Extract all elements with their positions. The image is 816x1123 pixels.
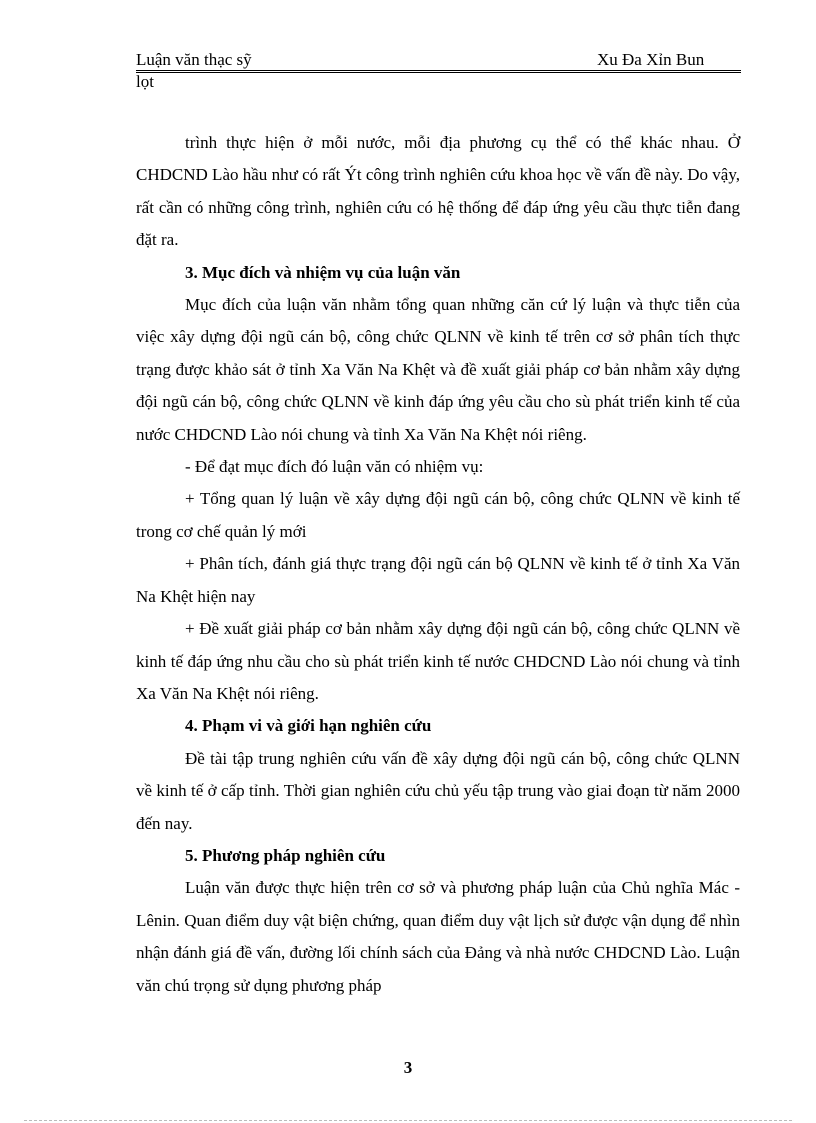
paragraph: Đề tài tập trung nghiên cứu vấn đề xây dựng đội ngũ cán bộ, công chức QLNN về kinh tế ở cấp tỉnh. Thời gian nghiên cứu chủ yếu tập trung vào giai đoạn từ năm 2000 đến nay.: [136, 748, 740, 833]
header-title-continuation: lọt: [136, 72, 154, 91]
paragraph: + Đề xuất giải pháp cơ bản nhằm xây dựng đội ngũ cán bộ, công chức QLNN về kinh tế đáp ứng nhu cầu cho sù phát triển kinh tế nước CHDCND Lào nói chung và tỉnh Xa Văn Na Khệt nói riêng.: [136, 619, 740, 703]
section-heading: 5. Phương pháp nghiên cứu: [185, 845, 386, 865]
paragraph: Mục đích của luận văn nhằm tổng quan những căn cứ lý luận và thực tiễn của việc xây dựng đội ngũ cán bộ, công chức QLNN về kinh tế trên cơ sở phân tích thực trạng được khảo sát ở tỉnh Xa Văn Na Khệt và đề xuất giải pháp cơ bản nhằm xây dựng đội ngũ cán bộ, công chức QLNN về kinh đáp ứng yêu cầu cho sù phát triển kinh tế của nước CHDCND Lào nói chung và tỉnh Xa Văn Na Khệt nói riêng.: [136, 295, 740, 444]
section-heading: 3. Mục đích và nhiệm vụ của luận văn: [185, 262, 461, 282]
page-number: 3: [403, 1058, 413, 1077]
header-author: Xu Đa Xỉn Bun: [597, 50, 705, 69]
document-body: [136, 127, 740, 1002]
header-title: Luận văn thạc sỹ: [136, 50, 252, 69]
header-divider: [136, 70, 741, 73]
page-bottom-divider: [24, 1120, 792, 1121]
paragraph: trình thực hiện ở mỗi nước, mỗi địa phương cụ thể có thể khác nhau. Ở CHDCND Lào hầu như có rất Ýt công trình nghiên cứu khoa học về vấn đề này. Do vậy, rất cần có những công trình, nghiên cứu có hệ thống để đáp ứng yêu cầu thực tiễn đang đặt ra.: [136, 133, 740, 250]
section-heading: 4. Phạm vi và giới hạn nghiên cứu: [185, 716, 432, 736]
paragraph: Luận văn được thực hiện trên cơ sở và phương pháp luận của Chủ nghĩa Mác - Lênin. Quan điểm duy vật biện chứng, quan điểm duy vật lịch sử được vận dụng để nhìn nhận đánh giá đề vấn, đường lối chính sách của Đảng và nhà nước CHDCND Lào. Luận văn chú trọng sử dụng phương pháp: [136, 878, 740, 995]
paragraph: + Phân tích, đánh giá thực trạng đội ngũ cán bộ QLNN về kinh tế ở tỉnh Xa Văn Na Khệt hiện nay: [136, 554, 740, 606]
paragraph: - Để đạt mục đích đó luận văn có nhiệm vụ:: [185, 457, 484, 477]
paragraph: + Tổng quan lý luận về xây dựng đội ngũ cán bộ, công chức QLNN về kinh tế trong cơ chế quản lý mới: [136, 489, 740, 541]
